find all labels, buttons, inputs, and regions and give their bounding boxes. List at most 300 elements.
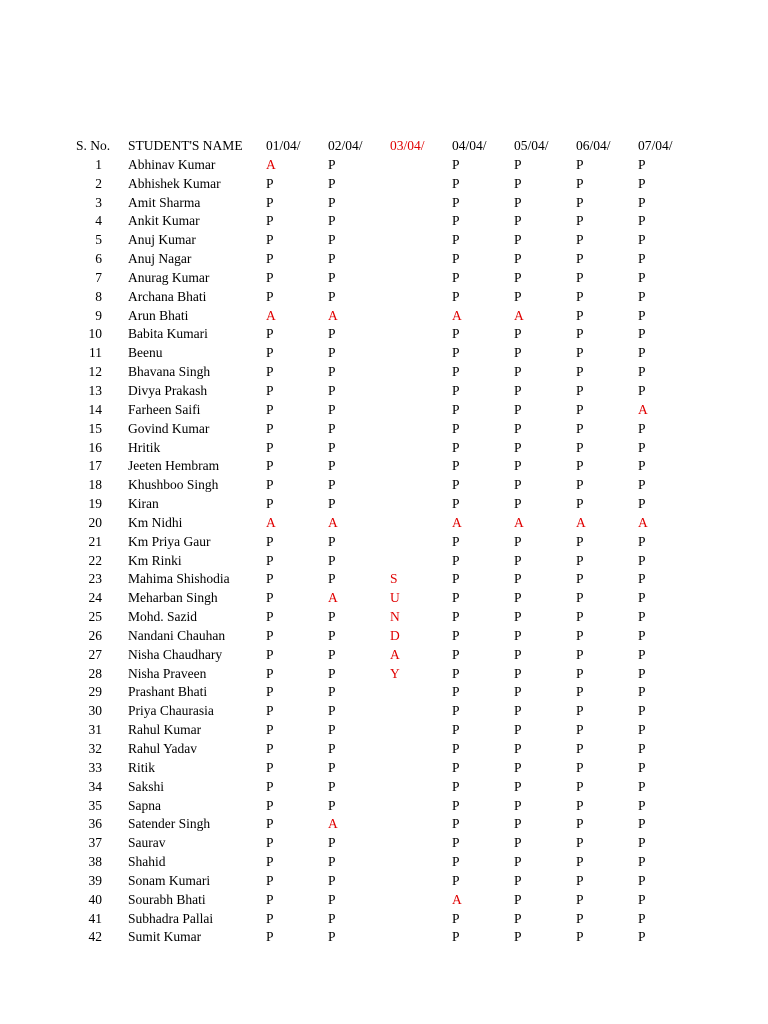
attendance-present: P [452, 552, 460, 568]
student-name: Km Rinki [128, 552, 182, 568]
attendance-present: P [638, 759, 646, 775]
attendance-present: P [328, 722, 336, 738]
student-name: Babita Kumari [128, 326, 208, 342]
attendance-present: P [266, 627, 274, 643]
student-name: Govind Kumar [128, 420, 210, 436]
table-row [0, 439, 768, 458]
student-name: Jeeten Hembram [128, 458, 220, 474]
attendance-present: P [514, 439, 522, 455]
table-row [0, 928, 768, 947]
attendance-present: P [576, 891, 584, 907]
attendance-present: P [452, 194, 460, 210]
attendance-present: P [638, 194, 646, 210]
table-row [0, 401, 768, 420]
attendance-absent: A [452, 307, 462, 323]
attendance-present: P [576, 778, 584, 794]
attendance-present: P [266, 194, 274, 210]
serial-number: 24 [88, 590, 102, 606]
attendance-present: P [576, 646, 584, 662]
date-header-3-holiday: 03/04/ [390, 138, 425, 153]
attendance-present: P [514, 269, 522, 285]
attendance-present: P [452, 797, 460, 813]
table-row [0, 495, 768, 514]
student-name: Arun Bhati [128, 307, 189, 323]
attendance-present: P [452, 175, 460, 191]
attendance-present: P [576, 627, 584, 643]
table-row [0, 815, 768, 834]
attendance-present: P [638, 345, 646, 361]
attendance-present: P [266, 382, 274, 398]
attendance-present: P [328, 778, 336, 794]
attendance-present: P [638, 307, 646, 323]
attendance-present: P [514, 382, 522, 398]
attendance-present: P [452, 533, 460, 549]
attendance-present: P [452, 609, 460, 625]
table-row [0, 834, 768, 853]
attendance-present: P [452, 835, 460, 851]
table-row [0, 721, 768, 740]
attendance-absent: A [328, 816, 338, 832]
serial-number: 7 [95, 269, 102, 285]
attendance-present: P [576, 251, 584, 267]
date-header-7: 07/04/ [638, 138, 673, 153]
student-name: Divya Prakash [128, 382, 208, 398]
attendance-present: P [328, 627, 336, 643]
attendance-present: P [638, 835, 646, 851]
attendance-present: P [452, 722, 460, 738]
attendance-present: P [576, 156, 584, 172]
attendance-present: P [266, 533, 274, 549]
attendance-absent: A [514, 514, 524, 530]
table-row [0, 608, 768, 627]
attendance-present: P [638, 420, 646, 436]
attendance-present: P [452, 703, 460, 719]
attendance-present: P [328, 684, 336, 700]
attendance-present: P [452, 156, 460, 172]
attendance-present: P [266, 439, 274, 455]
student-name: Sonam Kumari [128, 872, 211, 888]
attendance-present: P [452, 646, 460, 662]
attendance-present: P [576, 477, 584, 493]
date-header-5: 05/04/ [514, 138, 549, 153]
table-row [0, 853, 768, 872]
attendance-present: P [266, 496, 274, 512]
student-name: Kiran [128, 496, 159, 512]
attendance-present: P [452, 213, 460, 229]
attendance-present: P [514, 778, 522, 794]
table-row [0, 325, 768, 344]
student-name: Hritik [128, 439, 161, 455]
table-row [0, 307, 768, 326]
serial-number: 36 [88, 816, 102, 832]
attendance-present: P [266, 835, 274, 851]
attendance-present: P [576, 496, 584, 512]
attendance-present: P [514, 929, 522, 945]
attendance-present: P [638, 458, 646, 474]
student-name: Rahul Kumar [128, 722, 202, 738]
sunday-label-letter: S [390, 571, 398, 587]
attendance-present: P [328, 552, 336, 568]
serial-number: 18 [88, 477, 102, 493]
attendance-present: P [328, 665, 336, 681]
attendance-present: P [266, 741, 274, 756]
attendance-present: P [576, 420, 584, 436]
attendance-present: P [638, 364, 646, 380]
serial-number: 4 [95, 213, 102, 229]
table-row [0, 552, 768, 571]
attendance-present: P [452, 496, 460, 512]
table-row [0, 420, 768, 439]
attendance-present: P [452, 439, 460, 455]
attendance-present: P [638, 496, 646, 512]
attendance-present: P [452, 872, 460, 888]
attendance-present: P [328, 533, 336, 549]
attendance-present: P [638, 213, 646, 229]
attendance-present: P [266, 420, 274, 436]
attendance-present: P [328, 364, 336, 380]
serial-number: 41 [88, 910, 102, 926]
attendance-present: P [266, 590, 274, 606]
attendance-absent: A [452, 514, 462, 530]
attendance-present: P [452, 269, 460, 285]
student-name: Anuj Kumar [128, 232, 196, 248]
attendance-present: P [266, 269, 274, 285]
attendance-present: P [576, 854, 584, 870]
serial-number: 37 [88, 835, 102, 851]
attendance-present: P [452, 684, 460, 700]
table-row [0, 910, 768, 929]
header-row [0, 137, 768, 156]
sno-header: S. No. [76, 138, 111, 153]
attendance-present: P [576, 797, 584, 813]
attendance-present: P [452, 345, 460, 361]
attendance-present: P [328, 759, 336, 775]
table-row [0, 797, 768, 816]
attendance-present: P [266, 703, 274, 719]
serial-number: 17 [88, 458, 102, 474]
attendance-present: P [638, 665, 646, 681]
attendance-present: P [328, 458, 336, 474]
attendance-present: P [638, 627, 646, 643]
student-name-header: STUDENT'S NAME [128, 138, 243, 153]
attendance-absent: A [576, 514, 586, 530]
attendance-present: P [638, 571, 646, 587]
serial-number: 32 [88, 741, 102, 756]
attendance-present: P [328, 797, 336, 813]
attendance-absent: A [638, 514, 648, 530]
attendance-present: P [328, 646, 336, 662]
attendance-present: P [514, 251, 522, 267]
serial-number: 39 [88, 872, 102, 888]
attendance-present: P [638, 797, 646, 813]
student-name: Amit Sharma [128, 194, 201, 210]
attendance-present: P [266, 364, 274, 380]
serial-number: 29 [88, 684, 102, 700]
student-name: Sapna [128, 797, 161, 813]
attendance-present: P [452, 741, 460, 756]
attendance-present: P [266, 778, 274, 794]
attendance-present: P [514, 194, 522, 210]
serial-number: 42 [88, 929, 102, 945]
attendance-present: P [514, 590, 522, 606]
attendance-present: P [514, 552, 522, 568]
serial-number: 15 [88, 420, 102, 436]
student-name: Nandani Chauhan [128, 627, 226, 643]
attendance-present: P [328, 401, 336, 417]
table-row [0, 231, 768, 250]
attendance-present: P [266, 213, 274, 229]
table-row [0, 288, 768, 307]
table-row [0, 589, 768, 608]
attendance-present: P [514, 533, 522, 549]
serial-number: 9 [95, 307, 102, 323]
attendance-present: P [266, 552, 274, 568]
attendance-present: P [328, 326, 336, 342]
attendance-present: P [638, 156, 646, 172]
attendance-present: P [328, 609, 336, 625]
serial-number: 27 [88, 646, 102, 662]
attendance-present: P [452, 854, 460, 870]
attendance-present: P [328, 251, 336, 267]
table-row [0, 476, 768, 495]
attendance-present: P [638, 251, 646, 267]
attendance-present: P [328, 910, 336, 926]
attendance-present: P [576, 439, 584, 455]
attendance-present: P [328, 835, 336, 851]
attendance-present: P [266, 175, 274, 191]
date-header-6: 06/04/ [576, 138, 611, 153]
attendance-present: P [576, 401, 584, 417]
attendance-present: P [266, 326, 274, 342]
attendance-present: P [576, 665, 584, 681]
attendance-present: P [576, 364, 584, 380]
serial-number: 19 [88, 496, 102, 512]
attendance-present: P [514, 910, 522, 926]
serial-number: 31 [88, 722, 102, 738]
attendance-present: P [576, 571, 584, 587]
attendance-present: P [266, 929, 274, 945]
attendance-present: P [452, 778, 460, 794]
attendance-absent: A [514, 307, 524, 323]
attendance-present: P [514, 345, 522, 361]
attendance-present: P [514, 232, 522, 248]
serial-number: 40 [88, 891, 102, 907]
attendance-absent: A [452, 891, 462, 907]
table-row [0, 382, 768, 401]
sunday-label-letter: U [390, 590, 400, 606]
table-row [0, 344, 768, 363]
attendance-present: P [266, 891, 274, 907]
table-row [0, 702, 768, 721]
attendance-present: P [638, 326, 646, 342]
student-name: Rahul Yadav [128, 741, 198, 756]
student-name: Saurav [128, 835, 166, 851]
student-name: Sourabh Bhati [128, 891, 206, 907]
attendance-present: P [452, 401, 460, 417]
attendance-present: P [266, 288, 274, 304]
attendance-present: P [452, 477, 460, 493]
attendance-present: P [452, 458, 460, 474]
table-row [0, 156, 768, 175]
attendance-present: P [328, 288, 336, 304]
student-name: Archana Bhati [128, 288, 207, 304]
attendance-present: P [638, 609, 646, 625]
serial-number: 25 [88, 609, 102, 625]
attendance-present: P [452, 910, 460, 926]
table-row [0, 212, 768, 231]
attendance-present: P [266, 665, 274, 681]
attendance-present: P [266, 609, 274, 625]
attendance-present: P [514, 156, 522, 172]
attendance-present: P [328, 213, 336, 229]
serial-number: 14 [88, 401, 102, 417]
attendance-present: P [266, 345, 274, 361]
table-row [0, 665, 768, 684]
attendance-absent: A [328, 590, 338, 606]
sunday-label-letter: Y [390, 665, 400, 681]
attendance-present: P [638, 891, 646, 907]
attendance-present: P [576, 722, 584, 738]
attendance-present: P [266, 232, 274, 248]
serial-number: 23 [88, 571, 102, 587]
student-name: Khushboo Singh [128, 477, 219, 493]
attendance-present: P [514, 816, 522, 832]
attendance-present: P [328, 345, 336, 361]
attendance-present: P [638, 722, 646, 738]
attendance-present: P [514, 571, 522, 587]
date-header-2: 02/04/ [328, 138, 363, 153]
attendance-absent: A [638, 401, 648, 417]
attendance-absent: A [266, 156, 276, 172]
attendance-present: P [638, 646, 646, 662]
student-name: Km Nidhi [128, 514, 183, 530]
attendance-absent: A [266, 307, 276, 323]
attendance-present: P [266, 251, 274, 267]
attendance-present: P [328, 232, 336, 248]
date-header-1: 01/04/ [266, 138, 301, 153]
attendance-present: P [328, 703, 336, 719]
attendance-present: P [576, 590, 584, 606]
table-row [0, 363, 768, 382]
attendance-present: P [638, 684, 646, 700]
student-name: Nisha Praveen [128, 665, 207, 681]
sunday-label-letter: A [390, 646, 400, 662]
attendance-present: P [576, 288, 584, 304]
student-name: Anurag Kumar [128, 269, 210, 285]
attendance-present: P [452, 364, 460, 380]
attendance-present: P [638, 590, 646, 606]
student-name: Priya Chaurasia [128, 703, 214, 719]
table-row [0, 683, 768, 702]
serial-number: 3 [95, 194, 102, 210]
attendance-present: P [328, 175, 336, 191]
attendance-present: P [576, 269, 584, 285]
serial-number: 34 [88, 778, 102, 794]
table-row [0, 269, 768, 288]
attendance-present: P [638, 552, 646, 568]
attendance-present: P [514, 835, 522, 851]
attendance-present: P [638, 872, 646, 888]
attendance-present: P [576, 382, 584, 398]
serial-number: 28 [88, 665, 102, 681]
serial-number: 2 [95, 175, 102, 191]
attendance-present: P [514, 646, 522, 662]
attendance-present: P [576, 345, 584, 361]
attendance-present: P [452, 382, 460, 398]
attendance-present: P [576, 872, 584, 888]
student-name: Meharban Singh [128, 590, 218, 606]
attendance-present: P [266, 854, 274, 870]
table-row [0, 533, 768, 552]
serial-number: 20 [88, 514, 102, 530]
student-rows [0, 156, 768, 947]
attendance-present: P [328, 891, 336, 907]
student-name: Beenu [128, 345, 163, 361]
serial-number: 35 [88, 797, 102, 813]
attendance-present: P [514, 420, 522, 436]
student-name: Shahid [128, 854, 166, 870]
student-name: Anuj Nagar [128, 251, 192, 267]
attendance-present: P [576, 910, 584, 926]
attendance-present: P [328, 420, 336, 436]
student-name: Mohd. Sazid [128, 609, 197, 625]
attendance-present: P [452, 665, 460, 681]
sunday-label-letter: N [390, 609, 400, 625]
attendance-present: P [514, 665, 522, 681]
attendance-present: P [514, 175, 522, 191]
serial-number: 33 [88, 759, 102, 775]
table-row [0, 740, 768, 759]
sunday-label-letter: D [390, 627, 400, 643]
attendance-present: P [576, 307, 584, 323]
attendance-present: P [638, 232, 646, 248]
attendance-present: P [266, 477, 274, 493]
table-row [0, 194, 768, 213]
attendance-present: P [576, 458, 584, 474]
serial-number: 1 [95, 156, 102, 172]
attendance-present: P [638, 477, 646, 493]
serial-number: 26 [88, 627, 102, 643]
attendance-present: P [514, 213, 522, 229]
attendance-present: P [638, 269, 646, 285]
attendance-present: P [266, 401, 274, 417]
attendance-present: P [576, 326, 584, 342]
attendance-present: P [452, 251, 460, 267]
attendance-present: P [452, 627, 460, 643]
serial-number: 30 [88, 703, 102, 719]
attendance-present: P [576, 175, 584, 191]
attendance-present: P [576, 232, 584, 248]
attendance-present: P [452, 288, 460, 304]
serial-number: 10 [88, 326, 102, 342]
attendance-present: P [266, 722, 274, 738]
student-name: Prashant Bhati [128, 684, 208, 700]
attendance-present: P [514, 288, 522, 304]
serial-number: 16 [88, 439, 102, 455]
table-row [0, 759, 768, 778]
attendance-present: P [514, 759, 522, 775]
attendance-present: P [638, 854, 646, 870]
attendance-present: P [328, 571, 336, 587]
attendance-present: P [576, 552, 584, 568]
student-name: Subhadra Pallai [128, 910, 214, 926]
attendance-present: P [328, 382, 336, 398]
attendance-present: P [514, 741, 522, 756]
attendance-present: P [576, 194, 584, 210]
attendance-present: P [638, 778, 646, 794]
attendance-present: P [514, 326, 522, 342]
attendance-absent: A [266, 514, 276, 530]
